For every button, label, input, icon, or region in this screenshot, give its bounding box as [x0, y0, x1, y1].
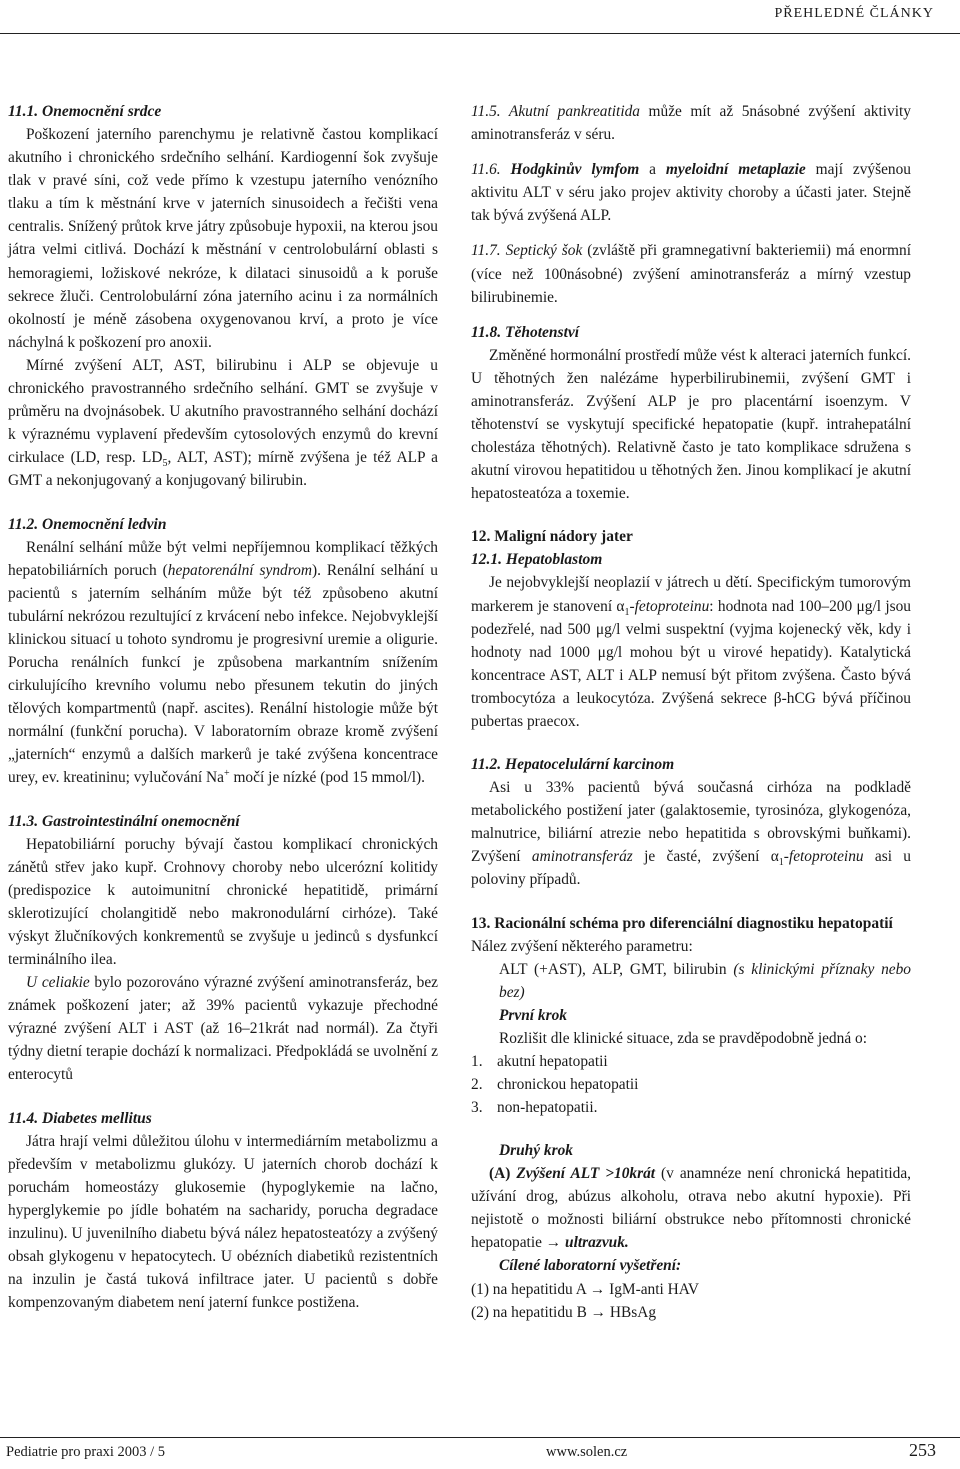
heading-11-1: 11.1. Onemocnění srdce — [8, 103, 162, 120]
heading-11-8: 11.8. Těhotenství — [471, 323, 580, 341]
heading-12: 12. Maligní nádory jater — [471, 528, 633, 546]
heading-11-4: 11.4. Diabetes mellitus — [8, 1109, 152, 1127]
list-item: 1. akutní hepatopatii — [471, 1053, 608, 1070]
paragraph-11-5: 11.5. Akutní pankreatitida může mít až 5násobné zvýšení aktivity aminotransferáz v séru. — [471, 103, 911, 144]
list-item: 3. non-hepatopatii. — [471, 1099, 598, 1116]
step-heading: Cílené laboratorní vyšetření: — [499, 1257, 682, 1275]
paragraph-11-7: 11.7. Septický šok (zvláště při gramnegativní bakteriemii) má enormní (více než 100násobné) zvýšení aminotransferáz a mírný vzestup bilirubinemie. — [471, 242, 911, 306]
paragraph: Změněné hormonální prostředí může vést k alteraci jaterních funkcí. U těhotných žen nalézáme hyperbilirubinemii, zvýšení GMT i aminotransferáz. Zvýšení ALP je pro placentární isoenzym. V těhotenství se vyskytují specifické hepatopatie (kupř. intrahepatální cholestáza těhotných). Relativně často je tato komplikace sdružena s akutní virovou hepatitidou u těhotných žen. Jinou komplikací je akutní hepatosteatóza a toxemie. — [471, 346, 911, 503]
right-column — [471, 100, 911, 1324]
paragraph: U celiakie bylo pozorováno výrazné zvýšení aminotransferáz, bez známek poškození jater; až 39% pacientů vykazuje přechodné výrazné zvýšení ALT i AST (až 16–21krát nad normál). Za čtyři týdny dietní terapie dochází k normalizaci. Předpokládá se uvolnění z enterocytů — [8, 974, 438, 1084]
footer-rule — [0, 1437, 960, 1438]
paragraph-11-6: 11.6. Hodgkinův lymfom a myeloidní metaplazie mají zvýšenou aktivitu ALT v séru jako projev aktivity choroby a účasti jater. Stejně tak bývá zvýšená ALP. — [471, 161, 911, 225]
paragraph: Asi u 33% pacientů bývá současná cirhóza na podkladě metabolického postižení jater (galaktosemie, tyrosinóza, glykogenóza, malnutrice, biliární atrezie nebo hepatitida s obrovskými buňkami). Zvýšení aminotransferáz je časté, zvýšení $\alpha_1$-fetoproteinu asi u poloviny případů. — [471, 779, 911, 889]
heading-13: 13. Racionální schéma pro diferenciální diagnostiku hepatopatií — [471, 914, 893, 932]
left-column — [8, 100, 438, 1314]
paragraph: Hepatobiliární poruchy bývají častou komplikací chronických zánětů střev jako kupř. Crohnovy choroby nebo ulcerózní kolitidy (predispozice k autoimunitní chronické hepatitidě, primární sklerotizující cholangitidě nebo makronodulární cirhóze). Také výskyt žlučníkových konkrementů se zvyšuje u jedinců s dysfunkcí terminálního ilea. — [8, 835, 438, 968]
paragraph: Nález zvýšení některého parametru: — [471, 937, 693, 955]
website-link[interactable]: www.solen.cz — [546, 1444, 628, 1460]
paragraph: Játra hrají velmi důležitou úlohu v intermediárním metabolizmu a především v metabolizmu glukózy. U jaterních chorob dochází k poruchám homeostázy glukosemie (hypoglykemie na lačno, hyperglykemie po jídle bohatém na sacharidy, porucha degradace inzulinu). U juvenilního diabetu bývá nález hepatosteatózy a zvýšený obsah glykogenu v hepatocytech. U obézních diabetiků rezistentních na inzulin je častá tuková infiltrace jater. U pacientů s dobře kompenzovaným diabetem není jaterní funkce postižena. — [8, 1132, 438, 1312]
section-label: PŘEHLEDNÉ ČLÁNKY — [774, 6, 934, 21]
heading-hcc: 11.2. Hepatocelulární karcinom — [471, 756, 675, 774]
paragraph: (1) na hepatitidu A → IgM-anti HAV — [471, 1280, 699, 1298]
heading-11-3: 11.3. Gastrointestinální onemocnění — [8, 812, 240, 830]
paragraph: Rozlišit dle klinické situace, zda se pravděpodobně jedná o: — [499, 1029, 867, 1047]
paragraph: Je nejobvyklejší neoplazií v játrech u dětí. Specifickým tumorovým markerem je stanovení $\alpha_1$-fetoproteinu: hodnota nad 100–200 μg/l jsou podezřelé, nad 500 μg/l velmi suspektní (vyjma kojenecký věk, kdy i hodnoty nad 1000 μg/l mohou být u virové hepatidy). Katalytická koncentrace AST, ALT i ALP nemusí být přitom zvýšena. Často bývá trombocytóza a leukocytóza. Zvýšená sekrece β-hCG bývá příčinou pubertas praecox. — [471, 574, 911, 730]
paragraph: (A) Zvýšení ALT >10krát (v anamnéze není chronická hepatitida, užívání drog, abúzus alkoholu, otrava nebo akutní hypoxie). Při nejistotě o možnosti biliární obstrukce nebo přítomnosti chronické hepatopatie → ultrazvuk. — [471, 1165, 911, 1252]
page-number: 253 — [909, 1440, 936, 1460]
header-rule — [0, 33, 960, 34]
list-item: 2. chronickou hepatopatii — [471, 1076, 639, 1093]
paragraph: Poškození jaterního parenchymu je relativně častou komplikací akutního i chronického srdečního selhání. Kardiogenní šok zvyšuje tlak v pravé síni, což vede přímo k vzestupu jaterního venózního tlaku a tím k městnání krve v jaterních sinusoidech a řečišti vena centralis. Snížený průtok krve játry způsobuje hypoxii, na kterou jsou játra velmi citlivá. Dochází k městnání v centrolobulární oblasti s hemoragiemi, ložiskové nekróze, k dilataci sinusoidů a k poruše sekrece žluči. Centrolobulární zóna jaterního acinu i za normálních okolností je méně zásobena oxygenovanou krví, a proto je více náchylná k poškození pro anoxii. — [8, 126, 438, 351]
heading-11-2: 11.2. Onemocnění ledvin — [8, 515, 167, 533]
paragraph: Mírné zvýšení ALT, AST, bilirubinu i ALP se objevuje u chronického pravostranného srdečního selhání. GMT se zvyšuje v průměru na dvojnásobek. U akutního pravostranného selhání dochází k výraznému vyplavení především cytosolových enzymů do krevní cirkulace (LD, resp. $LD_5$, ALT, AST); mírně zvýšena je též ALP a GMT a nekonjugovaný a konjugovaný bilirubin. — [8, 356, 438, 490]
paragraph: Renální selhání může být velmi nepříjemnou komplikací těžkých hepatobiliárních poruch (hepatorenální syndrom). Renální selhání u pacientů s jaterním selháním může být též způsobeno akutní tubulární nekrózou rezultující z krvácení nebo infekce. Nejobvyklejší klinickou situací u tohoto syndromu je progresivní uremie a oligurie. Porucha renálních funkcí je způsobena markantním snížením cirkulujícího krevního volumu nebo přesunem tekutin do jiných tělových kompartmentů (např. ascites). Renální histologie může být normální (funkční porucha). V laboratorním obraze kromě zvýšení „jaterních“ enzymů a dalších markerů je také zvýšena koncentrace urey, ev. kreatininu; vylučování Na+ močí je nízké (pod 15 mmol/l). — [8, 538, 439, 787]
step-heading: První krok — [499, 1006, 567, 1024]
heading-12-1: 12.1. Hepatoblastom — [471, 551, 603, 569]
paragraph: ALT (+AST), ALP, GMT, bilirubin (s klinickými příznaky nebo bez) — [499, 960, 911, 1001]
step-heading: Druhý krok — [499, 1142, 573, 1159]
paragraph: (2) na hepatitidu B → HBsAg — [471, 1303, 657, 1321]
numbered-list — [471, 1050, 911, 1119]
journal-name: Pediatrie pro praxi 2003 / 5 — [6, 1444, 166, 1460]
